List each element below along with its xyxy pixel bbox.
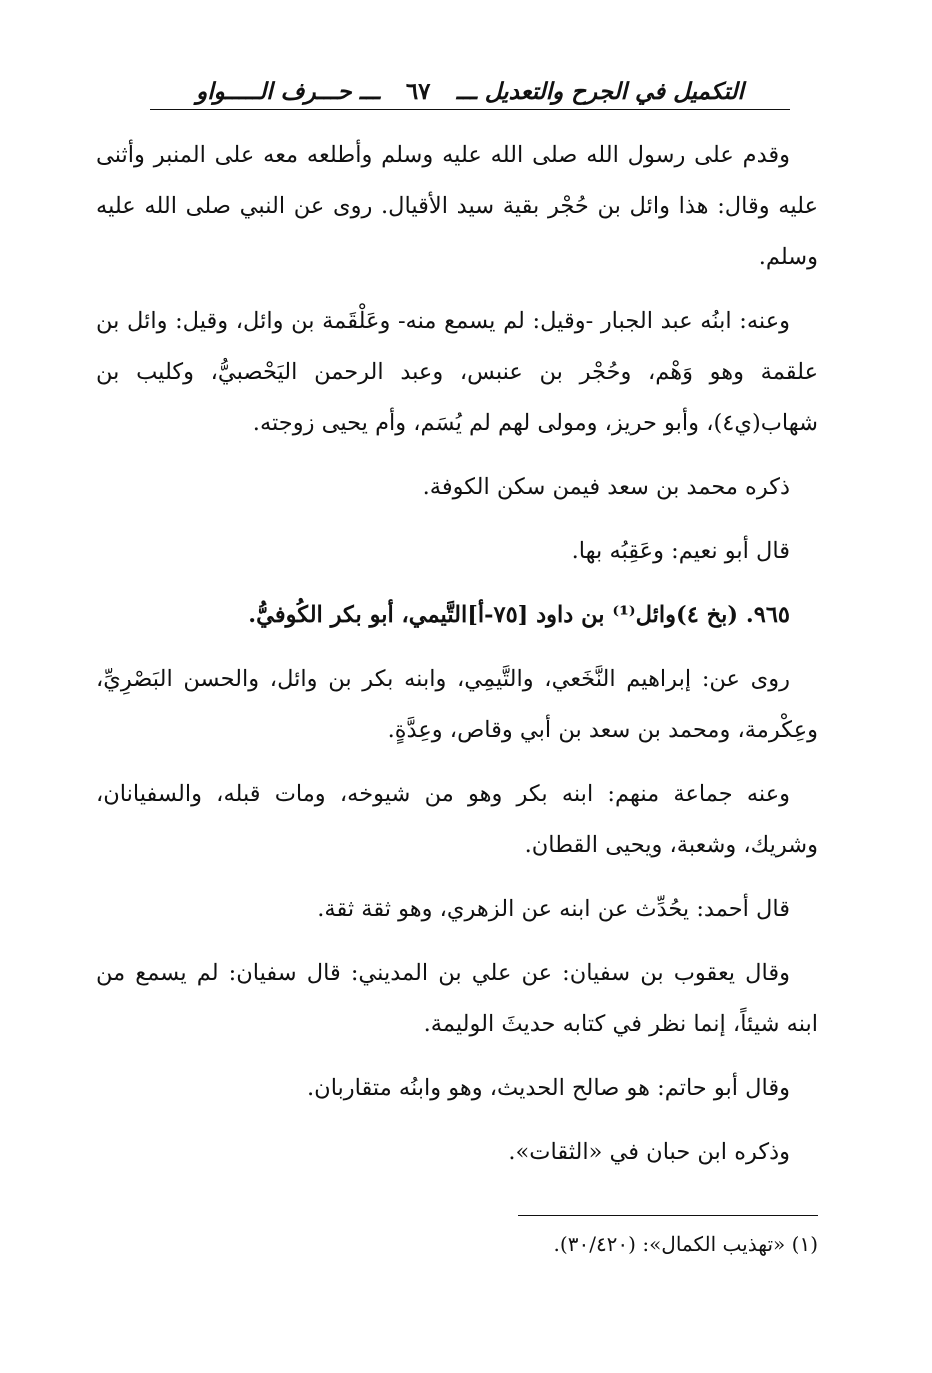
- main-text: [96, 130, 818, 1191]
- entry-heading: ٩٦٥. (بخ ٤)وائل⁽¹⁾ بن داود [٧٥-أ]التَّيمي، أبو بكر الكُوفيُّ.: [248, 602, 790, 628]
- letter-section: ـــ حـــرف الـــــواو: [196, 78, 380, 105]
- page-number: ٦٧: [405, 78, 431, 105]
- paragraph: قال أحمد: يحُدِّث عن ابنه عن الزهري، وهو ثقة ثقة.: [317, 896, 790, 922]
- running-header: [150, 60, 790, 110]
- footnote: (١) «تهذيب الكمال»: (٣٠/٤٢٠).: [553, 1232, 818, 1256]
- paragraph: روى عن: إبراهيم النَّخَعي، والتَّيمِي، وابنه بكر بن وائل، والحسن البَصْرِيِّ، وعِكْرمة، ومحمد بن سعد بن أبي وقاص، وعِدَّةٍ.: [96, 666, 818, 743]
- paragraph: وقدم على رسول الله صلى الله عليه وسلم وأطلعه معه على المنبر وأثنى عليه وقال: هذا وائل بن حُجْر بقية سيد الأقيال. روى عن النبي صلى الله عليه وسلم.: [96, 142, 818, 270]
- paragraph: وقال أبو حاتم: هو صالح الحديث، وهو وابنُه متقاربان.: [307, 1075, 790, 1101]
- footnotes: [96, 1215, 818, 1256]
- paragraph: قال أبو نعيم: وعَقِبُه بها.: [571, 538, 790, 564]
- paragraph: وعنه جماعة منهم: ابنه بكر وهو من شيوخه، ومات قبله، والسفيانان، وشريك، وشعبة، ويحيى القطان.: [96, 781, 818, 858]
- paragraph: وقال يعقوب بن سفيان: عن علي بن المديني: قال سفيان: لم يسمع من ابنه شيئاً، إنما نظر في كتابه حديثَ الوليمة.: [96, 960, 818, 1037]
- footnote-divider: [518, 1215, 818, 1216]
- book-title: التكميل في الجرح والتعديل ـــ: [456, 78, 744, 105]
- paragraph: وعنه: ابنُه عبد الجبار -وقيل: لم يسمع منه- وعَلْقَمة بن وائل، وقيل: وائل بن علقمة وهو وَهْم، وحُجْر بن عنبس، وعبد الرحمن اليَحْصبيُّ، وكليب بن شهاب(ي٤)، وأبو حريز، ومولى لهم لم يُسَم، وأم يحيى زوجته.: [96, 308, 818, 436]
- paragraph: ذكره محمد بن سعد فيمن سكن الكوفة.: [422, 474, 790, 500]
- paragraph: وذكره ابن حبان في «الثقات».: [508, 1139, 790, 1165]
